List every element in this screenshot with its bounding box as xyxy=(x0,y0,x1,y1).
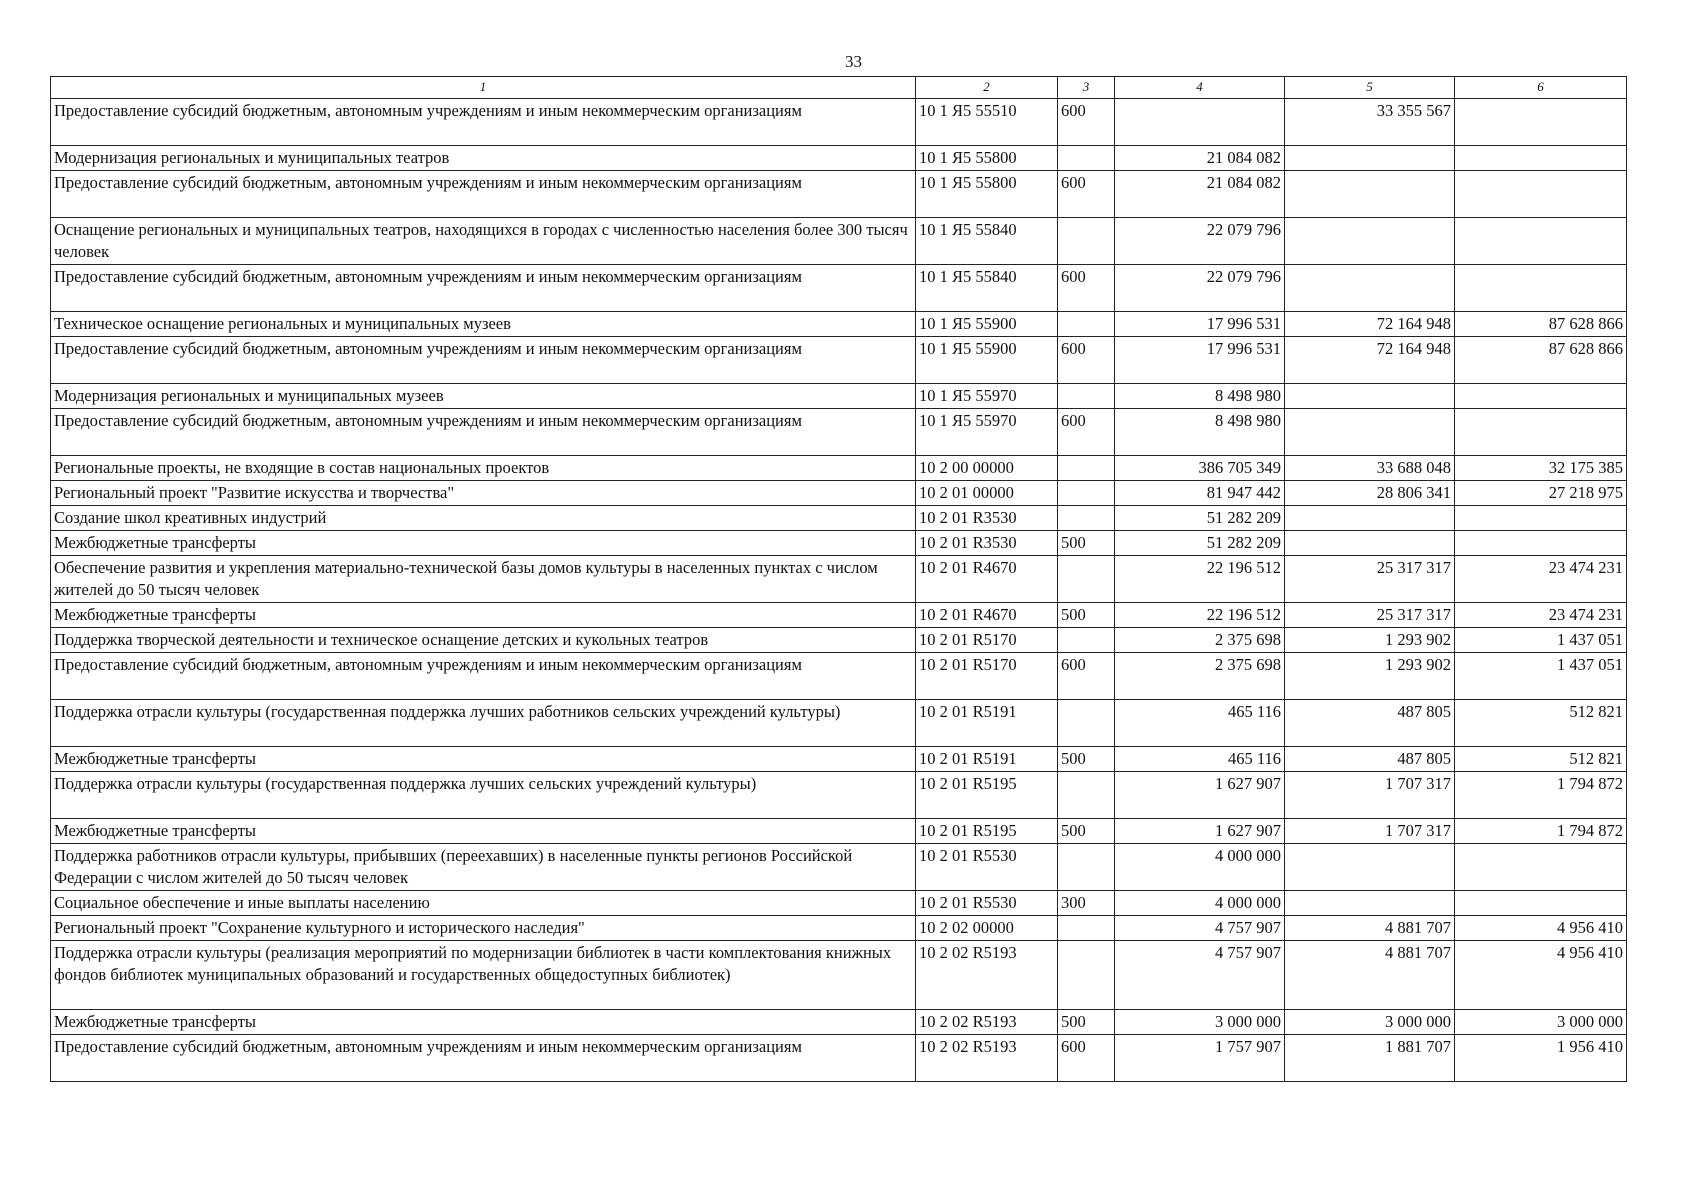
row-name-cell: Создание школ креативных индустрий xyxy=(51,506,916,531)
header-cell: 6 xyxy=(1455,77,1627,99)
row-code-cell: 10 1 Я5 55900 xyxy=(916,312,1058,337)
row-expense-type-cell xyxy=(1058,941,1115,1010)
table-row xyxy=(51,603,1627,628)
row-code-cell: 10 2 01 R3530 xyxy=(916,531,1058,556)
row-value-col4-cell: 386 705 349 xyxy=(1115,456,1285,481)
row-value-col6-cell xyxy=(1455,146,1627,171)
row-expense-type-cell: 500 xyxy=(1058,747,1115,772)
row-code-cell: 10 1 Я5 55800 xyxy=(916,171,1058,218)
row-code-cell: 10 2 01 R5530 xyxy=(916,891,1058,916)
row-value-col5-cell xyxy=(1285,844,1455,891)
row-value-col6-cell xyxy=(1455,265,1627,312)
row-value-col6-cell: 1 794 872 xyxy=(1455,819,1627,844)
row-code-cell: 10 2 02 00000 xyxy=(916,916,1058,941)
row-code-cell: 10 2 02 R5193 xyxy=(916,1010,1058,1035)
row-expense-type-cell: 600 xyxy=(1058,653,1115,700)
row-value-col4-cell: 17 996 531 xyxy=(1115,312,1285,337)
row-code-cell: 10 2 01 R5195 xyxy=(916,819,1058,844)
table-row xyxy=(51,1010,1627,1035)
row-code-cell: 10 2 01 R5170 xyxy=(916,653,1058,700)
table-row xyxy=(51,747,1627,772)
row-value-col4-cell: 22 079 796 xyxy=(1115,265,1285,312)
row-value-col6-cell: 1 956 410 xyxy=(1455,1035,1627,1082)
row-expense-type-cell xyxy=(1058,844,1115,891)
row-value-col6-cell xyxy=(1455,531,1627,556)
row-name-cell: Модернизация региональных и муниципальных музеев xyxy=(51,384,916,409)
row-value-col4-cell: 22 079 796 xyxy=(1115,218,1285,265)
row-value-col4-cell: 51 282 209 xyxy=(1115,506,1285,531)
table-row xyxy=(51,916,1627,941)
row-name-cell: Социальное обеспечение и иные выплаты населению xyxy=(51,891,916,916)
row-value-col6-cell: 23 474 231 xyxy=(1455,556,1627,603)
row-value-col5-cell: 3 000 000 xyxy=(1285,1010,1455,1035)
row-value-col4-cell: 21 084 082 xyxy=(1115,146,1285,171)
row-code-cell: 10 2 00 00000 xyxy=(916,456,1058,481)
row-name-cell: Поддержка работников отрасли культуры, прибывших (переехавших) в населенные пункты регионов Российской Федерации с числом жителей до 50 тысяч человек xyxy=(51,844,916,891)
row-expense-type-cell xyxy=(1058,146,1115,171)
table-row xyxy=(51,941,1627,1010)
table-header-row xyxy=(51,77,1627,99)
row-value-col4-cell: 17 996 531 xyxy=(1115,337,1285,384)
row-expense-type-cell: 500 xyxy=(1058,1010,1115,1035)
row-value-col6-cell: 87 628 866 xyxy=(1455,312,1627,337)
header-cell: 3 xyxy=(1058,77,1115,99)
row-value-col5-cell: 1 293 902 xyxy=(1285,653,1455,700)
row-name-cell: Предоставление субсидий бюджетным, автономным учреждениям и иным некоммерческим организациям xyxy=(51,409,916,456)
row-name-cell: Региональный проект "Сохранение культурного и исторического наследия" xyxy=(51,916,916,941)
row-value-col5-cell: 72 164 948 xyxy=(1285,312,1455,337)
row-name-cell: Межбюджетные трансферты xyxy=(51,531,916,556)
row-code-cell: 10 2 01 R5195 xyxy=(916,772,1058,819)
row-name-cell: Региональные проекты, не входящие в состав национальных проектов xyxy=(51,456,916,481)
table-row xyxy=(51,99,1627,146)
row-name-cell: Предоставление субсидий бюджетным, автономным учреждениям и иным некоммерческим организациям xyxy=(51,337,916,384)
row-code-cell: 10 2 01 00000 xyxy=(916,481,1058,506)
header-cell: 5 xyxy=(1285,77,1455,99)
row-code-cell: 10 2 01 R5191 xyxy=(916,747,1058,772)
row-value-col6-cell: 1 437 051 xyxy=(1455,653,1627,700)
row-expense-type-cell xyxy=(1058,456,1115,481)
row-expense-type-cell xyxy=(1058,916,1115,941)
row-name-cell: Предоставление субсидий бюджетным, автономным учреждениям и иным некоммерческим организациям xyxy=(51,265,916,312)
row-value-col4-cell: 22 196 512 xyxy=(1115,603,1285,628)
row-name-cell: Предоставление субсидий бюджетным, автономным учреждениям и иным некоммерческим организациям xyxy=(51,171,916,218)
row-value-col5-cell: 487 805 xyxy=(1285,700,1455,747)
row-name-cell: Региональный проект "Развитие искусства и творчества" xyxy=(51,481,916,506)
row-name-cell: Обеспечение развития и укрепления материально-технической базы домов культуры в населенных пунктах с числом жителей до 50 тысяч человек xyxy=(51,556,916,603)
table-row xyxy=(51,146,1627,171)
row-value-col6-cell xyxy=(1455,409,1627,456)
row-value-col4-cell: 21 084 082 xyxy=(1115,171,1285,218)
row-name-cell: Межбюджетные трансферты xyxy=(51,819,916,844)
row-expense-type-cell xyxy=(1058,481,1115,506)
row-value-col4-cell: 8 498 980 xyxy=(1115,409,1285,456)
row-value-col4-cell: 465 116 xyxy=(1115,700,1285,747)
row-expense-type-cell xyxy=(1058,700,1115,747)
row-name-cell: Межбюджетные трансферты xyxy=(51,1010,916,1035)
row-name-cell: Предоставление субсидий бюджетным, автономным учреждениям и иным некоммерческим организациям xyxy=(51,99,916,146)
row-value-col4-cell: 1 627 907 xyxy=(1115,772,1285,819)
row-value-col5-cell: 72 164 948 xyxy=(1285,337,1455,384)
row-expense-type-cell: 600 xyxy=(1058,337,1115,384)
row-value-col4-cell: 3 000 000 xyxy=(1115,1010,1285,1035)
row-code-cell: 10 1 Я5 55970 xyxy=(916,409,1058,456)
table-row xyxy=(51,891,1627,916)
row-name-cell: Поддержка отрасли культуры (государственная поддержка лучших работников сельских учреждений культуры) xyxy=(51,700,916,747)
row-value-col6-cell: 3 000 000 xyxy=(1455,1010,1627,1035)
row-code-cell: 10 1 Я5 55800 xyxy=(916,146,1058,171)
row-code-cell: 10 2 01 R5191 xyxy=(916,700,1058,747)
row-name-cell: Поддержка творческой деятельности и техническое оснащение детских и кукольных театров xyxy=(51,628,916,653)
row-value-col5-cell xyxy=(1285,146,1455,171)
row-value-col4-cell: 4 000 000 xyxy=(1115,844,1285,891)
table-row xyxy=(51,700,1627,747)
row-name-cell: Оснащение региональных и муниципальных театров, находящихся в городах с численностью населения более 300 тысяч человек xyxy=(51,218,916,265)
row-value-col6-cell xyxy=(1455,384,1627,409)
row-expense-type-cell: 600 xyxy=(1058,1035,1115,1082)
row-value-col6-cell xyxy=(1455,844,1627,891)
row-value-col5-cell: 33 355 567 xyxy=(1285,99,1455,146)
row-value-col6-cell xyxy=(1455,171,1627,218)
row-value-col6-cell xyxy=(1455,891,1627,916)
row-expense-type-cell xyxy=(1058,772,1115,819)
row-name-cell: Межбюджетные трансферты xyxy=(51,603,916,628)
row-value-col6-cell: 27 218 975 xyxy=(1455,481,1627,506)
row-name-cell: Модернизация региональных и муниципальных театров xyxy=(51,146,916,171)
row-value-col6-cell xyxy=(1455,99,1627,146)
row-value-col4-cell: 51 282 209 xyxy=(1115,531,1285,556)
row-name-cell: Поддержка отрасли культуры (реализация мероприятий по модернизации библиотек в части комплектования книжных фондов библиотек муниципальных образований и государственных общедоступных библиотек) xyxy=(51,941,916,1010)
table-body xyxy=(51,99,1627,1082)
row-value-col4-cell: 81 947 442 xyxy=(1115,481,1285,506)
table-row xyxy=(51,384,1627,409)
row-value-col5-cell xyxy=(1285,218,1455,265)
row-expense-type-cell: 500 xyxy=(1058,603,1115,628)
table-row xyxy=(51,456,1627,481)
row-name-cell: Предоставление субсидий бюджетным, автономным учреждениям и иным некоммерческим организациям xyxy=(51,1035,916,1082)
row-value-col5-cell xyxy=(1285,384,1455,409)
row-value-col5-cell: 1 707 317 xyxy=(1285,772,1455,819)
row-value-col4-cell: 1 757 907 xyxy=(1115,1035,1285,1082)
row-value-col6-cell xyxy=(1455,218,1627,265)
row-value-col6-cell: 512 821 xyxy=(1455,700,1627,747)
row-value-col4-cell: 4 000 000 xyxy=(1115,891,1285,916)
row-value-col5-cell: 25 317 317 xyxy=(1285,603,1455,628)
budget-table xyxy=(50,76,1627,1082)
row-value-col4-cell: 8 498 980 xyxy=(1115,384,1285,409)
table-row xyxy=(51,337,1627,384)
page-number: 33 xyxy=(845,52,862,71)
row-value-col4-cell: 2 375 698 xyxy=(1115,628,1285,653)
row-value-col5-cell: 33 688 048 xyxy=(1285,456,1455,481)
row-code-cell: 10 2 01 R5170 xyxy=(916,628,1058,653)
row-value-col5-cell xyxy=(1285,409,1455,456)
row-code-cell: 10 1 Я5 55840 xyxy=(916,265,1058,312)
row-value-col5-cell xyxy=(1285,265,1455,312)
row-name-cell: Предоставление субсидий бюджетным, автономным учреждениям и иным некоммерческим организациям xyxy=(51,653,916,700)
row-expense-type-cell: 600 xyxy=(1058,99,1115,146)
row-value-col5-cell: 1 293 902 xyxy=(1285,628,1455,653)
row-code-cell: 10 2 01 R5530 xyxy=(916,844,1058,891)
table-row xyxy=(51,265,1627,312)
row-value-col6-cell: 1 794 872 xyxy=(1455,772,1627,819)
table-row xyxy=(51,653,1627,700)
row-value-col5-cell: 487 805 xyxy=(1285,747,1455,772)
row-value-col5-cell xyxy=(1285,171,1455,218)
row-expense-type-cell xyxy=(1058,628,1115,653)
table-row xyxy=(51,218,1627,265)
row-code-cell: 10 2 02 R5193 xyxy=(916,941,1058,1010)
row-code-cell: 10 2 02 R5193 xyxy=(916,1035,1058,1082)
row-expense-type-cell xyxy=(1058,312,1115,337)
row-expense-type-cell: 300 xyxy=(1058,891,1115,916)
table-row xyxy=(51,772,1627,819)
header-cell: 2 xyxy=(916,77,1058,99)
table-row xyxy=(51,1035,1627,1082)
row-name-cell: Техническое оснащение региональных и муниципальных музеев xyxy=(51,312,916,337)
row-value-col4-cell: 4 757 907 xyxy=(1115,941,1285,1010)
table-row xyxy=(51,171,1627,218)
row-value-col6-cell: 4 956 410 xyxy=(1455,916,1627,941)
row-expense-type-cell xyxy=(1058,506,1115,531)
row-value-col6-cell: 87 628 866 xyxy=(1455,337,1627,384)
table-row xyxy=(51,628,1627,653)
table-row xyxy=(51,844,1627,891)
row-code-cell: 10 1 Я5 55510 xyxy=(916,99,1058,146)
row-value-col5-cell: 28 806 341 xyxy=(1285,481,1455,506)
table-row xyxy=(51,506,1627,531)
row-expense-type-cell: 600 xyxy=(1058,265,1115,312)
row-expense-type-cell: 500 xyxy=(1058,819,1115,844)
row-value-col4-cell: 4 757 907 xyxy=(1115,916,1285,941)
row-value-col5-cell: 1 881 707 xyxy=(1285,1035,1455,1082)
row-value-col4-cell: 2 375 698 xyxy=(1115,653,1285,700)
row-value-col6-cell: 23 474 231 xyxy=(1455,603,1627,628)
row-expense-type-cell xyxy=(1058,556,1115,603)
row-value-col5-cell xyxy=(1285,531,1455,556)
row-value-col6-cell: 1 437 051 xyxy=(1455,628,1627,653)
row-value-col5-cell: 4 881 707 xyxy=(1285,941,1455,1010)
row-value-col5-cell xyxy=(1285,506,1455,531)
row-value-col4-cell: 1 627 907 xyxy=(1115,819,1285,844)
row-value-col5-cell: 25 317 317 xyxy=(1285,556,1455,603)
row-code-cell: 10 2 01 R4670 xyxy=(916,556,1058,603)
header-cell: 1 xyxy=(51,77,916,99)
header-cell: 4 xyxy=(1115,77,1285,99)
row-value-col5-cell: 4 881 707 xyxy=(1285,916,1455,941)
row-name-cell: Межбюджетные трансферты xyxy=(51,747,916,772)
row-expense-type-cell xyxy=(1058,384,1115,409)
row-expense-type-cell: 600 xyxy=(1058,171,1115,218)
row-value-col6-cell: 32 175 385 xyxy=(1455,456,1627,481)
table-row xyxy=(51,556,1627,603)
table-row xyxy=(51,531,1627,556)
table-row xyxy=(51,312,1627,337)
row-code-cell: 10 2 01 R3530 xyxy=(916,506,1058,531)
table-row xyxy=(51,819,1627,844)
row-code-cell: 10 1 Я5 55840 xyxy=(916,218,1058,265)
row-expense-type-cell xyxy=(1058,218,1115,265)
table-row xyxy=(51,409,1627,456)
row-name-cell: Поддержка отрасли культуры (государственная поддержка лучших сельских учреждений культуры) xyxy=(51,772,916,819)
row-code-cell: 10 1 Я5 55970 xyxy=(916,384,1058,409)
row-expense-type-cell: 500 xyxy=(1058,531,1115,556)
row-value-col4-cell xyxy=(1115,99,1285,146)
row-code-cell: 10 2 01 R4670 xyxy=(916,603,1058,628)
row-value-col4-cell: 22 196 512 xyxy=(1115,556,1285,603)
row-value-col6-cell xyxy=(1455,506,1627,531)
table-row xyxy=(51,481,1627,506)
row-value-col5-cell xyxy=(1285,891,1455,916)
row-value-col6-cell: 512 821 xyxy=(1455,747,1627,772)
row-value-col4-cell: 465 116 xyxy=(1115,747,1285,772)
row-value-col6-cell: 4 956 410 xyxy=(1455,941,1627,1010)
row-expense-type-cell: 600 xyxy=(1058,409,1115,456)
row-code-cell: 10 1 Я5 55900 xyxy=(916,337,1058,384)
row-value-col5-cell: 1 707 317 xyxy=(1285,819,1455,844)
